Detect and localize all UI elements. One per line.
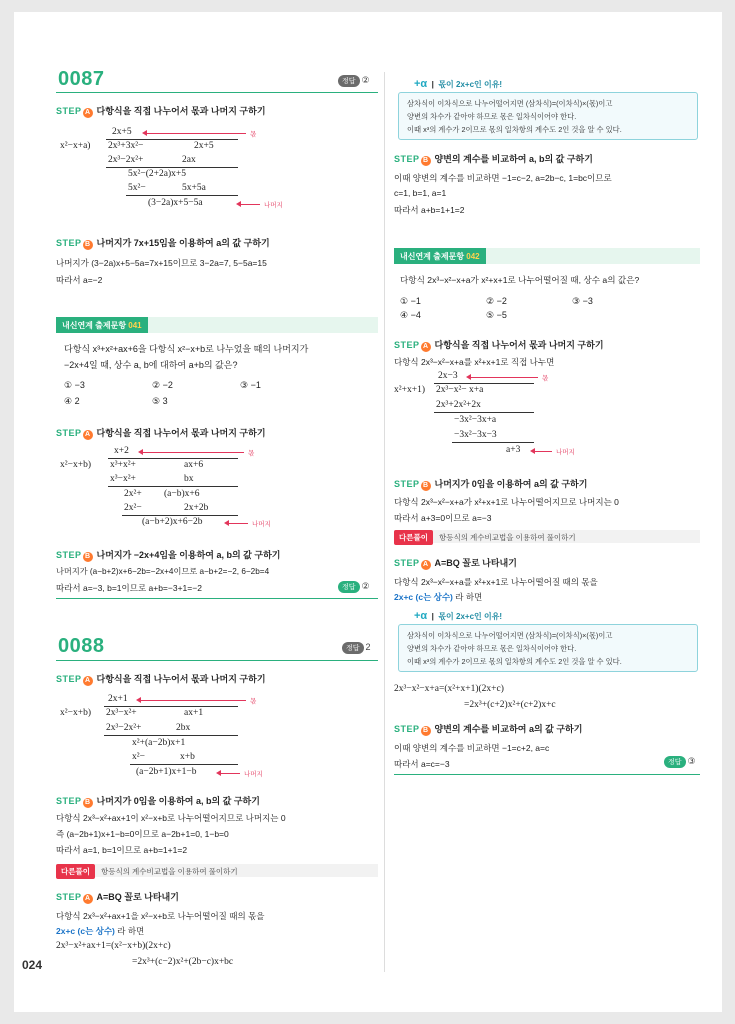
header-042 [394, 248, 700, 264]
step-a-0087 [56, 104, 266, 118]
text-line: 나머지가 (a−b+2)x+6−2b=−2x+4이므로 a−b+2=−2, 6−2b=4 [56, 567, 270, 576]
rule [122, 515, 238, 516]
text-line: 따라서 a=c=−3 [394, 759, 450, 769]
quotient-label: 몫 [250, 131, 257, 138]
choice-5: ⑤ −5 [486, 310, 507, 320]
alt-text: 항등식의 계수비교법을 이용하여 풀이하기 [438, 533, 576, 542]
step-badge: A [83, 894, 93, 904]
text-line: 즉 (a−2b+1)x+1−b=0이므로 a−2b+1=0, 1−b=0 [56, 829, 229, 839]
step-badge: A [83, 676, 93, 686]
choice-1: ① −1 [400, 296, 421, 306]
divider [56, 598, 378, 599]
step-b-042 [394, 477, 587, 491]
right-column [394, 12, 700, 1012]
tip-header: +α | 몫이 2x+c인 이유! [414, 610, 503, 622]
step-b2-042 [394, 722, 582, 736]
tip-line: 양변의 차수가 같아야 하므로 몫은 일차식이어야 한다. [407, 112, 577, 121]
equation-line: 2x³−x²−x+a=(x²+x+1)(2x+c) [394, 684, 504, 694]
answer-042 [664, 756, 696, 768]
step-badge: B [83, 552, 93, 562]
question-line: 다항식 2x³−x²−x+a가 x²+x+1로 나누어떨어질 때, 상수 a의 값은? [400, 275, 640, 285]
choice-4: ④ −4 [400, 310, 421, 320]
step-text: 다항식을 직접 나누어서 몫과 나머지 구하기 [434, 340, 604, 350]
text-line: 다항식 2x³−x²−x+a를 x²+x+1로 나누어떨어질 때의 몫을 [394, 577, 598, 587]
tip-line: 양변의 차수가 같아야 하므로 몫은 일차식이어야 한다. [407, 644, 577, 653]
step-badge: B [83, 798, 93, 808]
rule [130, 764, 238, 765]
text-line [394, 591, 482, 603]
text-line: 이때 양변의 계수를 비교하면 −1=c−2, a=2b−c, 1=bc이므로 [394, 173, 612, 183]
step-badge: A [83, 108, 93, 118]
quotient-label: 몫 [248, 450, 255, 457]
division-bar [104, 706, 238, 707]
quotient: x+2 [114, 446, 129, 456]
step-label: STEP [56, 674, 82, 684]
step-a-042 [394, 338, 604, 352]
tip-title: 몫이 2x+c인 이유! [438, 80, 503, 89]
rule [104, 735, 238, 736]
rule [126, 195, 238, 196]
problem-number-0087: 0087 [58, 68, 105, 90]
step-b-041 [56, 548, 280, 562]
row1-b: 2bx [176, 723, 191, 733]
header-number: 041 [128, 321, 142, 330]
step-label: STEP [394, 724, 420, 734]
divisor: x²−x+a) [60, 141, 91, 151]
answer-0088 [342, 642, 371, 654]
step-text: 나머지가 0임을 이용하여 a의 값 구하기 [434, 479, 588, 489]
remainder: (3−2a)x+5−5a [148, 198, 203, 208]
row2: −3x²−3x+a [454, 415, 497, 425]
division-bar [434, 383, 534, 384]
dividend-rest: ax+1 [184, 708, 204, 718]
step-a2-042 [394, 556, 517, 570]
text-line: 다항식 2x³−x²−x+a를 x²+x+1로 직접 나누면 [394, 357, 555, 367]
remainder: (a−b+2)x+6−2b [142, 517, 203, 527]
step-text: 양변의 계수를 비교하여 a의 값 구하기 [434, 724, 583, 734]
equation-line: =2x³+(c+2)x²+(c+2)x+c [464, 700, 556, 710]
step-label: STEP [394, 340, 420, 350]
answer-041 [338, 581, 370, 593]
tip-header: +α | 몫이 2x+c인 이유! [414, 78, 503, 90]
text: 라 하면 [455, 592, 483, 602]
left-column [56, 12, 378, 1012]
step-label: STEP [394, 558, 420, 568]
alt-text: 항등식의 계수비교법을 이용하여 풀이하기 [100, 867, 238, 876]
page [14, 12, 722, 1012]
header-label: 내신연계 출제문항 [62, 321, 127, 330]
answer-tag: 정답 [338, 75, 360, 87]
step-label: STEP [56, 106, 82, 116]
divisor: x²−x+b) [60, 708, 91, 718]
step-text: A=BQ 꼴로 나타내기 [434, 558, 517, 568]
row3-b: x+b [180, 752, 195, 762]
step-label: STEP [56, 428, 82, 438]
dividend: 2x³−x²+ [106, 708, 137, 718]
text-line: 다항식 2x³−x²−x+a가 x²+x+1로 나누어떨어지므로 나머지는 0 [394, 497, 619, 507]
row2: x²+(a−2b)x+1 [132, 738, 186, 748]
step-badge: B [421, 481, 431, 491]
choice-5: ⑤ 3 [152, 396, 168, 406]
arrow [146, 133, 246, 134]
row2-a: 2x²+ [124, 489, 142, 499]
rule [452, 442, 534, 443]
dividend: 2x³+3x²− [108, 141, 144, 151]
choice-3: ③ −1 [240, 380, 261, 390]
problem-number-0088: 0088 [58, 635, 105, 657]
text-line: 따라서 a=1, b=1이므로 a+b=1+1=2 [56, 845, 188, 855]
quotient-label: 몫 [542, 375, 549, 382]
tip-line: 이때 x³의 계수가 2이므로 몫의 일차항의 계수도 2인 것을 알 수 있다. [407, 657, 622, 666]
text-line: 이때 양변의 계수를 비교하면 −1=c+2, a=c [394, 743, 550, 753]
step-a-0088 [56, 672, 266, 686]
remainder-label: 나머지 [252, 521, 271, 528]
arrow [220, 773, 240, 774]
step-text: 나머지가 −2x+4임을 이용하여 a, b의 값 구하기 [96, 550, 281, 560]
row3-a: 5x²− [128, 183, 146, 193]
tip-line: 삼차식이 이차식으로 나누어떨어지면 (삼차식)=(이차식)×(몫)이고 [407, 631, 613, 640]
arrow [534, 451, 552, 452]
remainder-label: 나머지 [244, 771, 263, 778]
alt-solution-bar-042 [394, 530, 700, 543]
step-text: 다항식을 직접 나누어서 몫과 나머지 구하기 [96, 674, 266, 684]
step-text: 양변의 계수를 비교하여 a, b의 값 구하기 [434, 154, 593, 164]
header-number: 042 [466, 252, 480, 261]
step-text: 나머지가 7x+15임을 이용하여 a의 값 구하기 [96, 238, 270, 248]
choice-1: ① −3 [64, 380, 85, 390]
step-badge: B [421, 726, 431, 736]
step-text: A=BQ 꼴로 나타내기 [96, 892, 179, 902]
highlight: 2x+c (c는 상수) [394, 592, 453, 602]
tip-line: 삼차식이 이차식으로 나누어떨어지면 (삼차식)=(이차식)×(몫)이고 [407, 99, 613, 108]
divider [56, 660, 378, 661]
answer-0087 [338, 75, 370, 87]
step-label: STEP [56, 238, 82, 248]
divisor: x²−x+b) [60, 460, 91, 470]
step-badge: B [83, 240, 93, 250]
text: 라 하면 [117, 926, 145, 936]
header-label: 내신연계 출제문항 [400, 252, 465, 261]
row2-b: (a−b)x+6 [164, 489, 200, 499]
answer-value: ③ [687, 756, 696, 766]
step-a-041 [56, 426, 266, 440]
answer-value: ② [361, 75, 370, 85]
header-041 [56, 317, 378, 333]
text-line: 나머지가 (3−2a)x+5−5a=7x+15이므로 3−2a=7, 5−5a=15 [56, 258, 267, 268]
choice-2: ② −2 [486, 296, 507, 306]
divider [56, 92, 378, 93]
row1-b: 2ax [182, 155, 196, 165]
plus-alpha-icon: +α [414, 610, 428, 622]
quotient: 2x+1 [108, 694, 128, 704]
dividend-rest: ax+6 [184, 460, 204, 470]
dividend: 2x³−x²− x+a [436, 385, 484, 395]
step-a2-0088 [56, 890, 179, 904]
alt-label: 다른풀이 [56, 864, 95, 879]
text-line: 다항식 2x³−x²+ax+1이 x²−x+b로 나누어떨어지므로 나머지는 0 [56, 813, 286, 823]
step-b-0087 [56, 236, 270, 250]
remainder: a+3 [506, 445, 521, 455]
row3-a: x²− [132, 752, 145, 762]
remainder: (a−2b+1)x+1−b [136, 767, 197, 777]
row1: 2x³+2x²+2x [436, 400, 481, 410]
rule [434, 412, 534, 413]
rule [108, 486, 238, 487]
division-bar [106, 139, 238, 140]
equation-line: 2x³−x²+ax+1=(x²−x+b)(2x+c) [56, 941, 171, 951]
arrow [240, 204, 260, 205]
highlight: 2x+c (c는 상수) [56, 926, 115, 936]
step-badge: B [421, 156, 431, 166]
answer-tag: 정답 [664, 756, 686, 768]
step-badge: A [421, 560, 431, 570]
row3: −3x²−3x−3 [454, 430, 497, 440]
step-text: 다항식을 직접 나누어서 몫과 나머지 구하기 [96, 428, 266, 438]
row1-a: 2x³−2x²+ [106, 723, 142, 733]
answer-tag: 정답 [342, 642, 364, 654]
quotient-label: 몫 [250, 698, 257, 705]
quotient: 2x−3 [438, 371, 458, 381]
choice-2: ② −2 [152, 380, 173, 390]
divisor: x²+x+1) [394, 385, 425, 395]
rule [106, 167, 238, 168]
question-line: 다항식 x³+x²+ax+6을 다항식 x²−x+b로 나누었을 때의 나머지가 [64, 344, 309, 354]
step-b-0088 [56, 794, 260, 808]
row1-a: 2x³−2x²+ [108, 155, 144, 165]
text-line: 따라서 a+3=0이므로 a=−3 [394, 513, 492, 523]
arrow [142, 452, 244, 453]
plus-alpha-icon: +α [414, 78, 428, 90]
remainder-label: 나머지 [556, 449, 575, 456]
step-label: STEP [394, 479, 420, 489]
step-label: STEP [394, 154, 420, 164]
text-line [56, 925, 144, 937]
page-number: 024 [22, 958, 43, 972]
row3-a: 2x²− [124, 503, 142, 513]
text-line: 따라서 a=−2 [56, 275, 103, 285]
division-bar [108, 458, 238, 459]
step-label: STEP [56, 796, 82, 806]
text-line: 다항식 2x³−x²+ax+1을 x²−x+b로 나누어떨어질 때의 몫을 [56, 911, 265, 921]
text-line: c=1, b=1, a=1 [394, 188, 447, 198]
step-label: STEP [56, 550, 82, 560]
alt-solution-bar-0088 [56, 864, 378, 877]
quotient: 2x+5 [112, 127, 132, 137]
step-badge: A [421, 342, 431, 352]
tip-box [398, 624, 698, 672]
row2: 5x²−(2+2a)x+5 [128, 169, 186, 179]
row3-b: 5x+5a [182, 183, 206, 193]
row1-b: bx [184, 474, 194, 484]
tip-box [398, 92, 698, 140]
tip-line: 이때 x³의 계수가 2이므로 몫의 일차항의 계수도 2인 것을 알 수 있다. [407, 125, 622, 134]
choice-4: ④ 2 [64, 396, 80, 406]
step-text: 나머지가 0임을 이용하여 a, b의 값 구하기 [96, 796, 260, 806]
text-line: 따라서 a=−3, b=1이므로 a+b=−3+1=−2 [56, 583, 202, 593]
step-text: 다항식을 직접 나누어서 몫과 나머지 구하기 [96, 106, 266, 116]
arrow [140, 700, 246, 701]
answer-tag: 정답 [338, 581, 360, 593]
row1-a: x³−x²+ [110, 474, 136, 484]
arrow [228, 523, 248, 524]
dividend-rest: 2x+5 [194, 141, 214, 151]
column-separator [384, 72, 385, 972]
dividend: x³+x²+ [110, 460, 136, 470]
step-label: STEP [56, 892, 82, 902]
answer-value: 2 [365, 642, 371, 652]
equation-line: =2x³+(c−2)x²+(2b−c)x+bc [132, 957, 234, 967]
question-line: −2x+4일 때, 상수 a, b에 대하여 a+b의 값은? [64, 360, 238, 370]
tip-title: 몫이 2x+c인 이유! [438, 612, 503, 621]
choice-3: ③ −3 [572, 296, 593, 306]
remainder-label: 나머지 [264, 202, 283, 209]
row3-b: 2x+2b [184, 503, 209, 513]
text-line: 따라서 a+b=1+1=2 [394, 205, 465, 215]
step-badge: A [83, 430, 93, 440]
answer-value: ② [361, 581, 370, 591]
divider [394, 774, 700, 775]
step-b-0088-right [394, 152, 593, 166]
alt-label: 다른풀이 [394, 530, 433, 545]
arrow [470, 377, 538, 378]
